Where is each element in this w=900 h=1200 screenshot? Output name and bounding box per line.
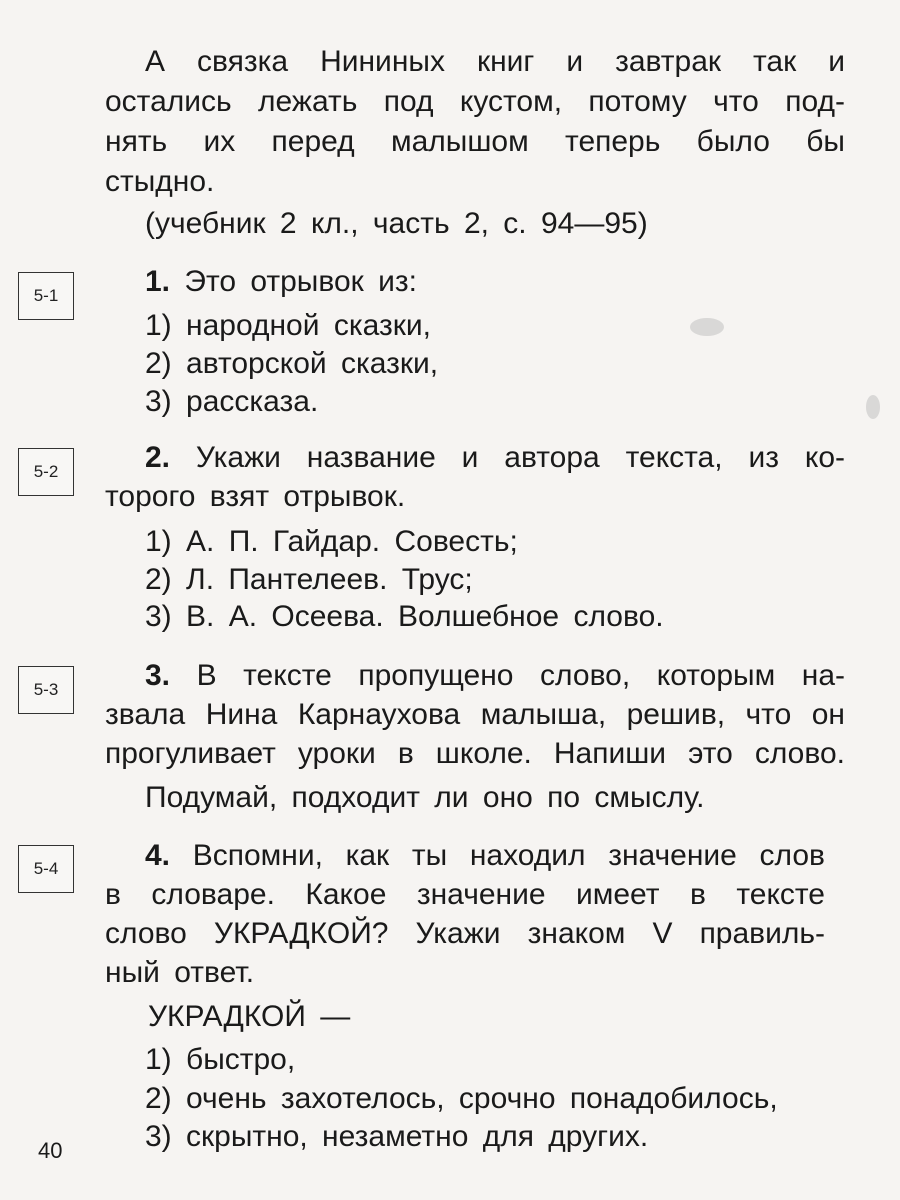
question-number: 2.	[145, 441, 171, 474]
paper-speck	[866, 395, 880, 419]
task-code-box: 5-3	[18, 666, 74, 714]
page-number: 40	[38, 1138, 63, 1163]
answer-option: 2) авторской сказки,	[145, 347, 439, 380]
question-number: 3.	[145, 659, 171, 692]
task-code-box: 5-4	[18, 845, 74, 893]
question-number: 4.	[145, 839, 171, 872]
intro-line: стыдно.	[105, 165, 215, 198]
question-text-cont: слово УКРАДКОЙ? Укажи знаком V правиль-	[105, 917, 825, 950]
paper-speck	[690, 318, 724, 336]
question-text-cont: прогуливает уроки в школе. Напиши это слово.	[105, 737, 845, 770]
answer-option: 1) народной сказки,	[145, 309, 431, 342]
question-text-cont: в словаре. Какое значение имеет в тексте	[105, 878, 825, 911]
intro-line: остались лежать под кустом, потому что под-	[105, 85, 845, 118]
intro-source: (учебник 2 кл., часть 2, с. 94—95)	[145, 207, 648, 240]
answer-option: 2) очень захотелось, срочно понадобилось,	[145, 1082, 778, 1115]
answer-option: 1) А. П. Гайдар. Совесть;	[145, 525, 518, 558]
question-text: Это отрывок из:	[184, 265, 417, 298]
intro-line: А связка Нининых книг и завтрак так и	[145, 45, 845, 78]
question-text-cont: торого взят отрывок.	[105, 480, 406, 513]
answer-option: 1) быстро,	[145, 1043, 296, 1076]
intro-line: нять их перед малышом теперь было бы	[105, 125, 845, 158]
question-text: В тексте пропущено слово, которым на-	[196, 659, 845, 692]
question-hint: Подумай, подходит ли оно по смыслу.	[145, 781, 705, 814]
question-text: Вспомни, как ты находил значение слов	[192, 839, 825, 872]
question-1	[145, 262, 417, 302]
question-number: 1.	[145, 265, 171, 298]
question-2	[145, 438, 845, 478]
answer-option: 3) рассказа.	[145, 385, 319, 418]
question-4	[145, 836, 825, 876]
question-text-cont: ный ответ.	[105, 956, 255, 989]
answer-option: 3) скрытно, незаметно для других.	[145, 1120, 649, 1153]
question-text: Укажи название и автора текста, из ко-	[195, 441, 845, 474]
question-3	[145, 656, 845, 696]
task-code-box: 5-1	[18, 272, 74, 320]
answer-option: 2) Л. Пантелеев. Трус;	[145, 563, 473, 596]
question-term: УКРАДКОЙ —	[148, 1000, 351, 1033]
answer-option: 3) В. А. Осеева. Волшебное слово.	[145, 600, 664, 633]
task-code-box: 5-2	[18, 448, 74, 496]
question-text-cont: звала Нина Карнаухова малыша, решив, что он	[105, 698, 845, 731]
